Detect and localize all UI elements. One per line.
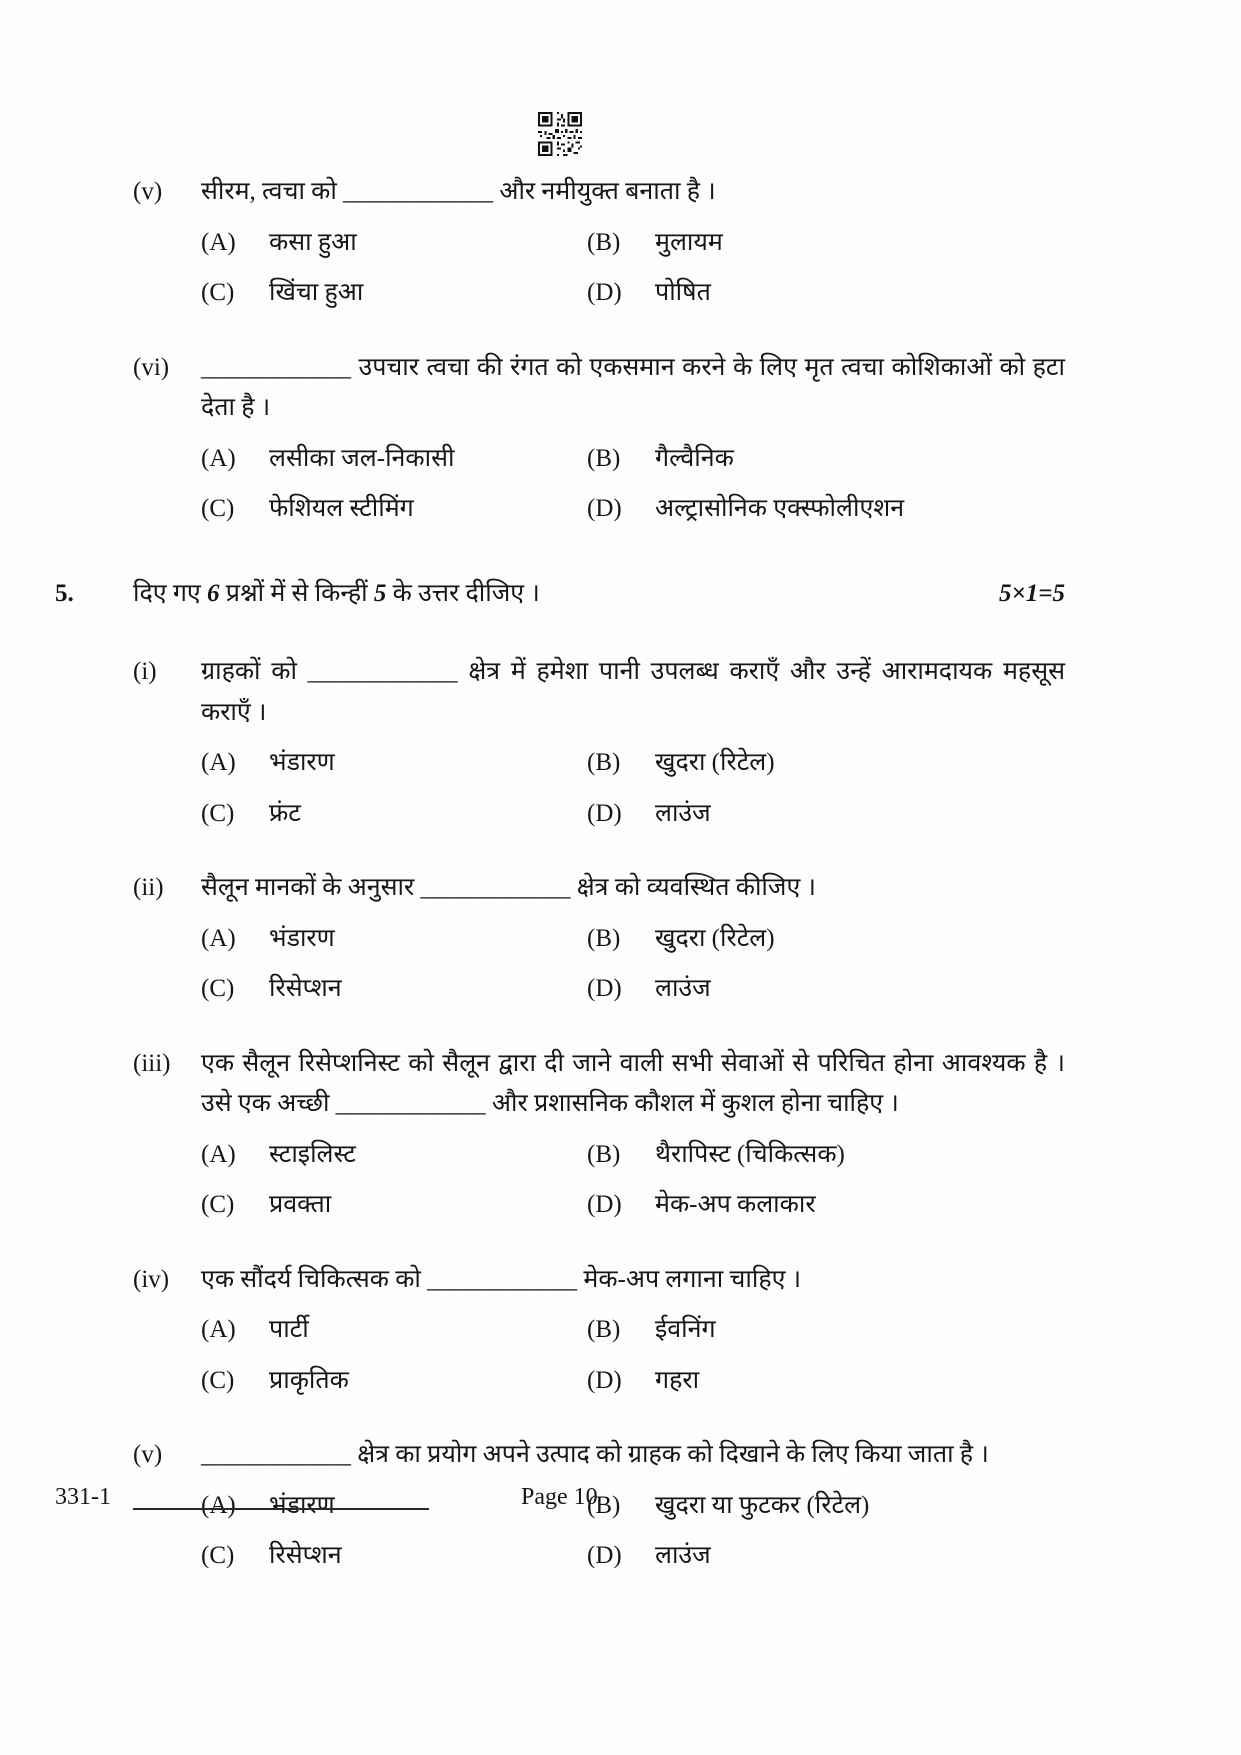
option-label-b: (B) — [587, 444, 621, 472]
question-text: एक सौंदर्य चिकित्सक को ____________ मेक-अप लगाना चाहिए । — [201, 1265, 802, 1293]
paper-code: 331-1 — [55, 1484, 111, 1510]
option-text-c: रिसेप्शन — [269, 975, 342, 1002]
option-label-d: (D) — [587, 1542, 622, 1569]
question-text: सीरम, त्वचा को ____________ और नमीयुक्त बनाता है । — [201, 178, 716, 205]
question-5-text-part: दिए गए — [133, 579, 207, 607]
option-label-b: (B) — [587, 749, 621, 776]
option-label-a: (A) — [201, 924, 236, 952]
option-text-a: भंडारण — [269, 924, 335, 952]
option-label-c: (C) — [201, 799, 235, 827]
option-text-c: फेशियल स्टीमिंग — [269, 495, 414, 522]
option-label-a: (A) — [201, 444, 236, 472]
page-number: Page 10 — [521, 1484, 598, 1510]
question-5-count-attempt: 5 — [373, 579, 387, 607]
option-text-d: अल्ट्रासोनिक एक्स्फोलीएशन — [655, 495, 905, 522]
question-number: (v) — [133, 1441, 163, 1468]
option-text-b: खुदरा (रिटेल) — [655, 924, 775, 952]
option-label-d: (D) — [587, 1191, 622, 1218]
option-text-a: पार्टी — [269, 1316, 309, 1343]
option-label-a: (A) — [201, 1140, 236, 1168]
option-text-d: लाउंज — [655, 1542, 711, 1569]
option-label-b: (B) — [587, 1140, 621, 1168]
question-5-sub-iv — [133, 1260, 1065, 1402]
option-label-c: (C) — [201, 1366, 235, 1394]
question-text: ग्राहकों को ____________ क्षेत्र में हमेशा पानी उपलब्ध कराएँ और उन्हें आरामदायक महसूस कराएँ । — [201, 658, 1065, 726]
option-text-b: खुदरा या फुटकर (रिटेल) — [655, 1491, 870, 1519]
question-body — [201, 652, 1065, 834]
option-text-c: खिंचा हुआ — [269, 279, 364, 306]
option-text-b: ईवनिंग — [655, 1316, 716, 1343]
question-number: (ii) — [133, 874, 164, 901]
question-body — [201, 172, 1065, 314]
option-text-c: रिसेप्शन — [269, 1542, 342, 1569]
question-5-text-part: के उत्तर दीजिए । — [386, 579, 540, 607]
question-5-sub-ii — [133, 868, 1065, 1010]
option-text-c: प्रवक्ता — [269, 1191, 332, 1218]
question-number: (vi) — [133, 353, 170, 381]
option-label-a: (A) — [201, 228, 236, 256]
question-number: (v) — [133, 178, 163, 205]
question-text: एक सैलून रिसेप्शनिस्ट को सैलून द्वारा दी जाने वाली सभी सेवाओं से परिचित होना आवश्यक है । उसे एक अच्छी ____________ और प्रशासनिक कौशल में कुशल होना चाहिए । — [201, 1049, 1065, 1117]
option-label-c: (C) — [201, 1191, 235, 1218]
question-text: ____________ क्षेत्र का प्रयोग अपने उत्पाद को ग्राहक को दिखाने के लिए किया जाता है । — [201, 1441, 989, 1468]
question-5-text — [133, 574, 999, 615]
option-text-b: मुलायम — [655, 228, 723, 256]
question-5-number: 5. — [55, 579, 74, 607]
options-grid — [201, 439, 1065, 530]
footer-rule — [133, 1508, 429, 1510]
option-label-a: (A) — [201, 749, 236, 776]
options-grid — [201, 919, 1065, 1010]
question-number: (i) — [133, 658, 157, 685]
option-label-c: (C) — [201, 1542, 235, 1569]
option-label-b: (B) — [587, 228, 621, 256]
option-text-d: लाउंज — [655, 799, 711, 827]
option-text-d: पोषित — [655, 279, 711, 306]
option-label-d: (D) — [587, 279, 622, 306]
option-text-a: लसीका जल-निकासी — [269, 444, 455, 472]
options-grid — [201, 1135, 1065, 1226]
option-label-b: (B) — [587, 1316, 621, 1343]
question-body — [201, 1044, 1065, 1226]
question-5-marks: 5×1=5 — [999, 579, 1065, 607]
question-number: (iv) — [133, 1265, 170, 1293]
question-text: सैलून मानकों के अनुसार ____________ क्षेत्र को व्यवस्थित कीजिए । — [201, 874, 817, 901]
option-text-b: गैल्वैनिक — [655, 444, 734, 472]
question-5-count-total: 6 — [206, 579, 220, 607]
option-text-d: गहरा — [655, 1366, 700, 1394]
option-label-c: (C) — [201, 975, 235, 1002]
option-text-a: कसा हुआ — [269, 228, 357, 256]
option-text-a: भंडारण — [269, 1491, 335, 1519]
option-label-d: (D) — [587, 495, 622, 522]
option-text-d: लाउंज — [655, 975, 711, 1002]
question-5-text-part: प्रश्नों में से किन्हीं — [219, 579, 374, 607]
question-5-header — [55, 574, 1065, 615]
option-label-a: (A) — [201, 1491, 236, 1519]
question-prev-v — [133, 172, 1065, 314]
option-label-b: (B) — [587, 1491, 621, 1519]
option-label-b: (B) — [587, 924, 621, 952]
question-5-sub-iii — [133, 1044, 1065, 1226]
option-text-b: थैरापिस्ट (चिकित्सक) — [655, 1140, 845, 1168]
option-label-d: (D) — [587, 975, 622, 1002]
question-text: ____________ उपचार त्वचा की रंगत को एकसमान करने के लिए मृत त्वचा कोशिकाओं को हटा देता है । — [201, 353, 1065, 421]
option-text-c: प्राकृतिक — [269, 1366, 349, 1394]
qr-code-image — [538, 112, 582, 156]
options-grid — [201, 1310, 1065, 1401]
page-footer — [55, 1478, 1065, 1517]
qr-code — [538, 112, 582, 156]
question-body — [201, 1260, 1065, 1402]
option-text-c: फ्रंट — [269, 799, 301, 827]
option-text-b: खुदरा (रिटेल) — [655, 749, 775, 776]
option-text-d: मेक-अप कलाकार — [655, 1191, 816, 1218]
option-text-a: स्टाइलिस्ट — [269, 1140, 356, 1168]
option-label-c: (C) — [201, 495, 235, 522]
option-label-d: (D) — [587, 799, 622, 827]
question-body — [201, 868, 1065, 1010]
option-label-c: (C) — [201, 279, 235, 306]
options-grid — [201, 743, 1065, 834]
option-label-a: (A) — [201, 1316, 236, 1343]
option-label-d: (D) — [587, 1366, 622, 1394]
option-text-a: भंडारण — [269, 749, 335, 776]
options-grid — [201, 223, 1065, 314]
question-number: (iii) — [133, 1049, 171, 1077]
question-5-sub-i — [133, 652, 1065, 834]
question-prev-vi — [133, 348, 1065, 530]
question-body — [201, 348, 1065, 530]
